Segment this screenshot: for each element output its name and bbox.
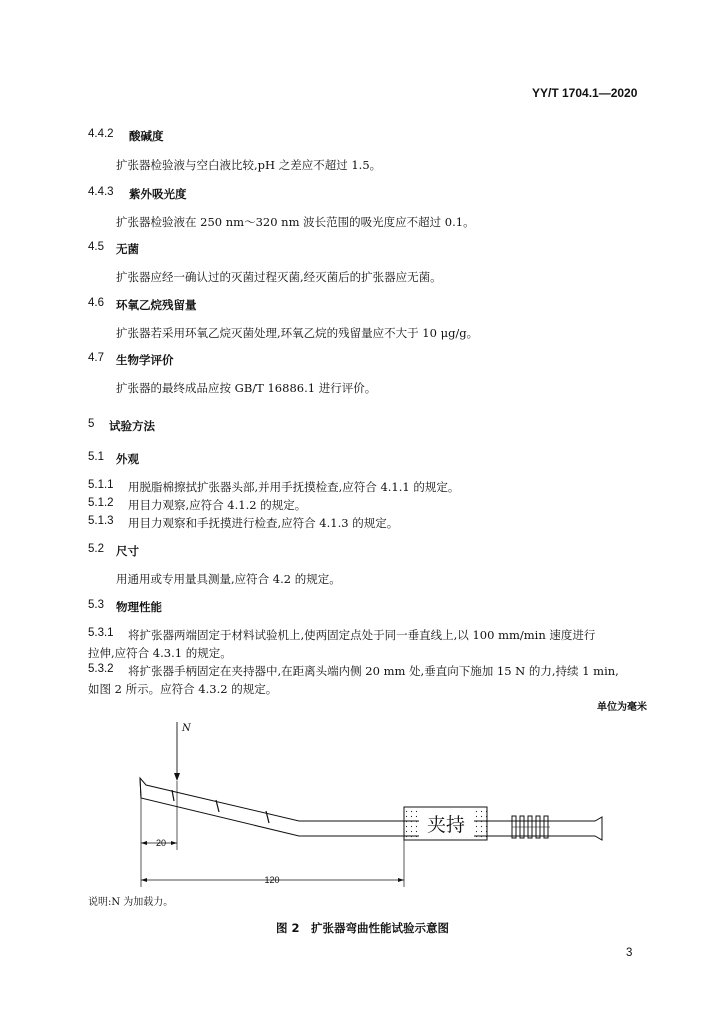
section-number: 5.1 (88, 451, 104, 463)
section-text: 扩张器检验液与空白液比较,pH 之差应不超过 1.5。 (116, 158, 382, 172)
section-text: 用通用或专用量具测量,应符合 4.2 的规定。 (116, 572, 341, 586)
section-title: 紫外吸光度 (129, 187, 187, 201)
chapter-title: 试验方法 (109, 419, 155, 433)
chapter-number: 5 (88, 418, 95, 430)
dim-120-label: 120 (264, 875, 280, 885)
section-title: 酸碱度 (129, 129, 164, 143)
force-arrowhead (174, 773, 180, 781)
section-text: 扩张器若采用环氧乙烷灭菌处理,环氧乙烷的残留量应不大于 10 μg/g。 (116, 326, 479, 340)
dim-20-label: 20 (155, 838, 167, 848)
clamp-label: 夹持 (426, 815, 466, 836)
clause-number: 5.1.1 (88, 479, 114, 491)
expander-rod (140, 778, 602, 840)
clause-number: 5.1.2 (88, 497, 114, 509)
figure-note: 说明:N 为加载力。 (88, 897, 174, 908)
clause-number: 5.1.3 (88, 515, 114, 527)
force-label: N (182, 723, 191, 734)
page-number: 3 (626, 947, 633, 959)
clause-text-line1: 将扩张器两端固定于材料试验机上,使两固定点处于同一垂直线上,以 100 mm/min 速度进行 (128, 628, 596, 642)
figure-caption: 图 2 扩张器弯曲性能试验示意图 (276, 921, 450, 935)
rod-tip (140, 778, 141, 798)
clause-number: 5.3.2 (88, 663, 114, 675)
standard-number: YY/T 1704.1—2020 (532, 86, 638, 100)
section-number: 4.5 (88, 241, 104, 253)
unit-note: 单位为毫米 (597, 702, 647, 713)
section-text: 扩张器应经一确认过的灭菌过程灭菌,经灭菌后的扩张器应无菌。 (116, 270, 442, 284)
section-title: 物理性能 (116, 600, 162, 614)
section-number: 5.2 (88, 543, 104, 555)
section-text: 扩张器检验液在 250 nm～320 nm 波长范围的吸光度应不超过 0.1。 (116, 215, 475, 229)
section-title: 尺寸 (116, 544, 139, 558)
section-title: 生物学评价 (116, 353, 174, 367)
section-number: 5.3 (88, 599, 104, 611)
section-number: 4.7 (88, 352, 104, 364)
clause-text-line1: 将扩张器手柄固定在夹持器中,在距离头端内侧 20 mm 处,垂直向下施加 15 N 的力,持续 1 min, (128, 664, 619, 678)
clause-text-line2: 拉伸,应符合 4.3.1 的规定。 (88, 646, 232, 660)
clause-text: 用目力观察和手抚摸进行检查,应符合 4.1.3 的规定。 (128, 516, 399, 530)
section-title: 环氧乙烷残留量 (116, 298, 197, 312)
section-number: 4.4.3 (88, 186, 114, 198)
clause-text-line2: 如图 2 所示。应符合 4.3.2 的规定。 (88, 682, 278, 696)
clause-text: 用脱脂棉擦拭扩张器头部,并用手抚摸检查,应符合 4.1.1 的规定。 (128, 480, 460, 494)
clause-text: 用目力观察,应符合 4.1.2 的规定。 (128, 498, 307, 512)
section-number: 4.4.2 (88, 128, 114, 140)
section-title: 外观 (116, 452, 139, 466)
section-text: 扩张器的最终成品应按 GB/T 16886.1 进行评价。 (116, 381, 377, 395)
section-number: 4.6 (88, 297, 104, 309)
section-title: 无菌 (116, 242, 139, 256)
clause-number: 5.3.1 (88, 627, 114, 639)
